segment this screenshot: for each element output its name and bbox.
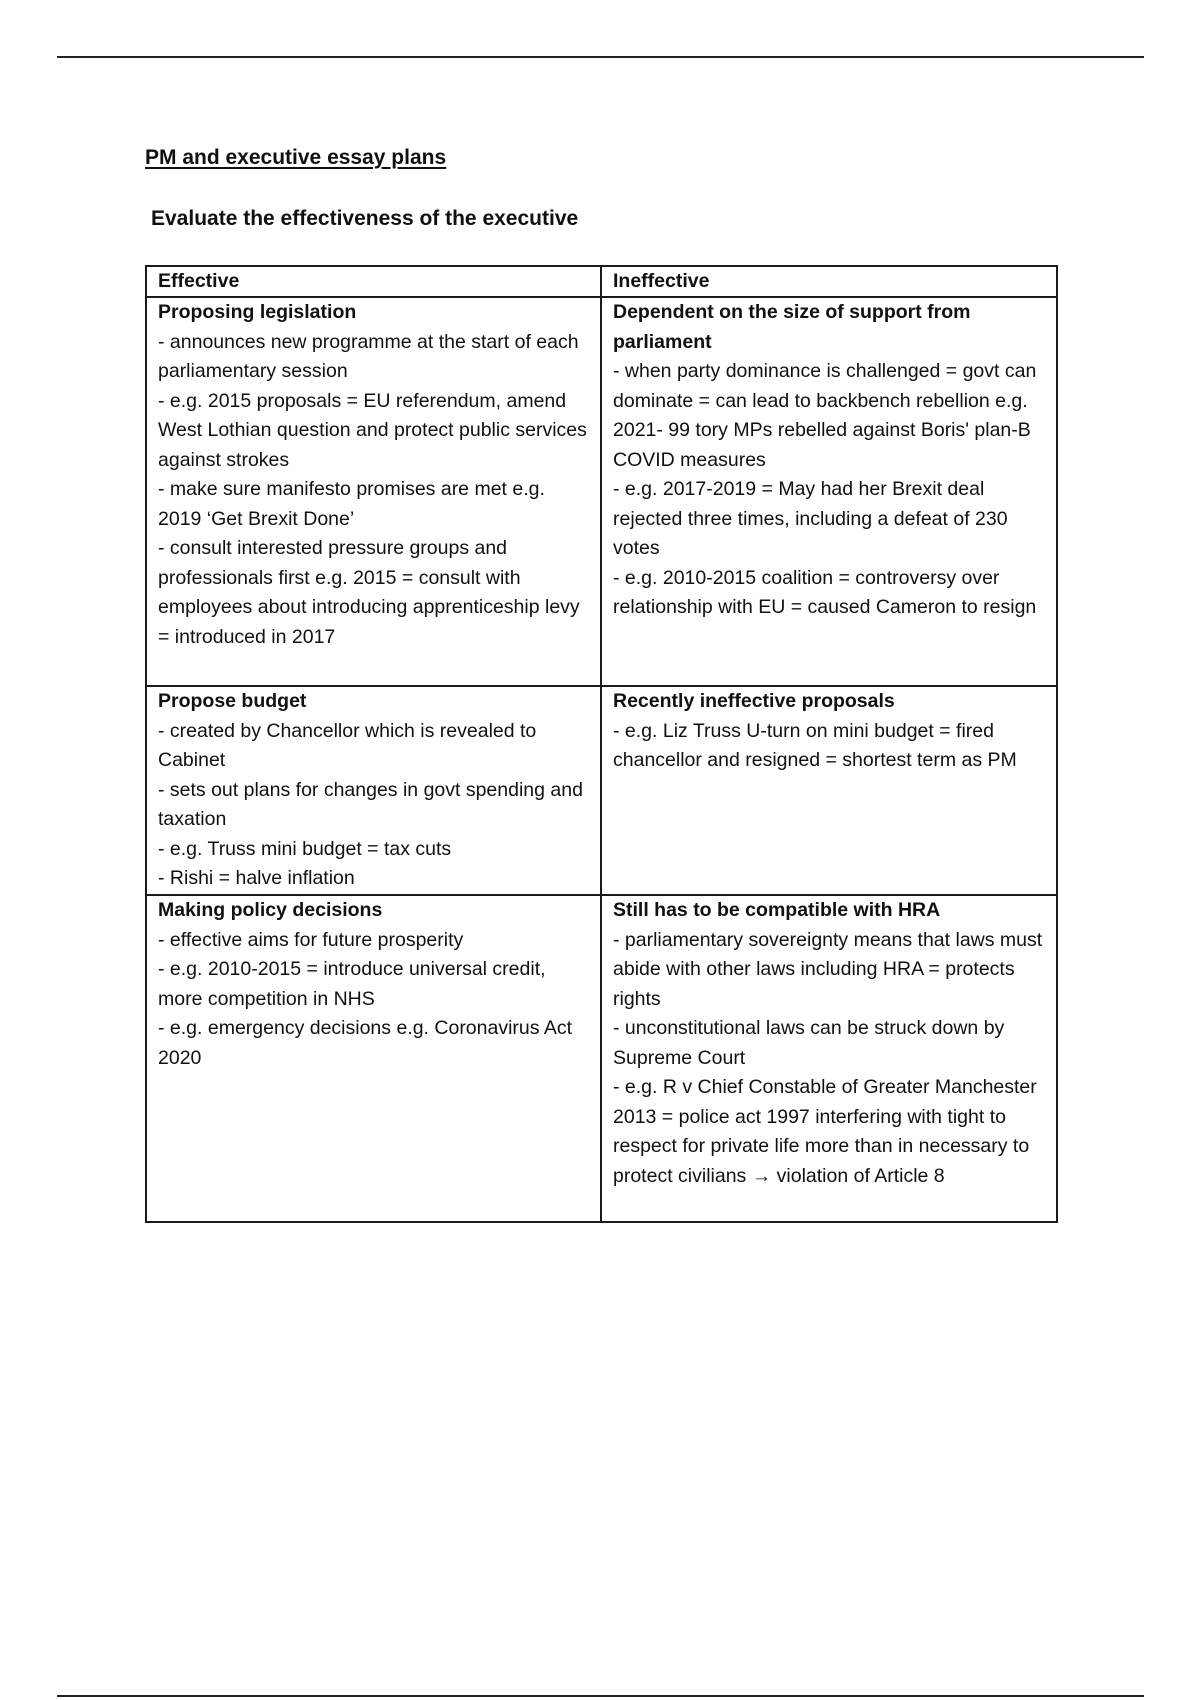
essay-plan-table <box>145 265 1058 1223</box>
column-header-ineffective: Ineffective <box>601 266 1057 297</box>
cell-point: - Rishi = halve inflation <box>158 867 355 889</box>
page-footer-rule <box>57 1695 1144 1697</box>
ineffective-cell <box>601 895 1057 1222</box>
cell-point: - when party dominance is challenged = govt can dominate = can lead to backbench rebellion e.g. 2021- 99 tory MPs rebelled against Boris' plan-B COVID measures <box>613 360 1037 471</box>
ineffective-cell <box>601 686 1057 895</box>
page-header-rule <box>57 56 1144 58</box>
cell-heading: Recently ineffective proposals <box>613 690 895 712</box>
cell-point: - e.g. Truss mini budget = tax cuts <box>158 837 452 860</box>
cell-point: - e.g. 2015 proposals = EU referendum, amend West Lothian question and protect public services against strokes <box>158 389 587 471</box>
cell-point: - announces new programme at the start of each parliamentary session <box>158 330 579 382</box>
cell-point: - parliamentary sovereignty means that laws must abide with other laws including HRA = protects rights <box>613 928 1043 1010</box>
ineffective-cell <box>601 297 1057 686</box>
table-header-row <box>146 266 1057 297</box>
table-row <box>146 297 1057 686</box>
table-row <box>146 895 1057 1222</box>
cell-point: - make sure manifesto promises are met e.g. 2019 ‘Get Brexit Done’ <box>158 478 545 530</box>
cell-point: - e.g. Liz Truss U-turn on mini budget = fired chancellor and resigned = shortest term as PM <box>613 719 1017 771</box>
cell-point: - e.g. 2010-2015 = introduce universal credit, more competition in NHS <box>158 958 546 1010</box>
cell-point: - e.g. 2017-2019 = May had her Brexit deal rejected three times, including a defeat of 230 votes <box>613 478 1008 559</box>
cell-point: - consult interested pressure groups and professionals first e.g. 2015 = consult with employees about introducing apprenticeship levy = introduced in 2017 <box>158 537 580 648</box>
effective-cell <box>146 686 601 895</box>
cell-heading: Dependent on the size of support from parliament <box>613 301 971 353</box>
cell-point: - sets out plans for changes in govt spending and taxation <box>158 778 583 830</box>
page-title: PM and executive essay plans <box>145 146 447 169</box>
cell-heading: Propose budget <box>158 690 307 712</box>
effective-cell <box>146 895 601 1222</box>
cell-point: - unconstitutional laws can be struck down by Supreme Court <box>613 1017 1005 1069</box>
column-header-effective: Effective <box>146 266 601 297</box>
cell-point: - e.g. 2010-2015 coalition = controversy over relationship with EU = caused Cameron to resign <box>613 566 1037 618</box>
cell-point: - created by Chancellor which is revealed to Cabinet <box>158 719 537 771</box>
cell-heading: Proposing legislation <box>158 301 357 323</box>
cell-point: - e.g. emergency decisions e.g. Coronavirus Act 2020 <box>158 1017 573 1069</box>
cell-point: - effective aims for future prosperity <box>158 928 464 951</box>
cell-heading: Making policy decisions <box>158 899 383 921</box>
table-row <box>146 686 1057 895</box>
essay-question: Evaluate the effectiveness of the executive <box>151 207 579 230</box>
cell-point: - e.g. R v Chief Constable of Greater Manchester 2013 = police act 1997 interfering with tight to respect for private life more than in necessary to protect civilians → violation of Article 8 <box>613 1076 1037 1187</box>
cell-heading: Still has to be compatible with HRA <box>613 899 941 921</box>
effective-cell <box>146 297 601 686</box>
